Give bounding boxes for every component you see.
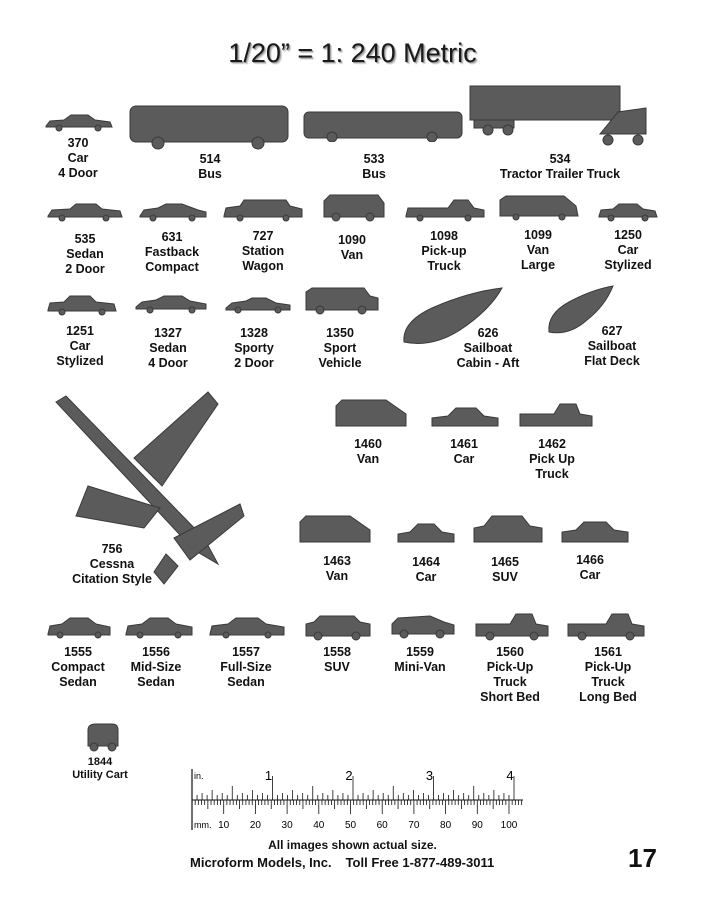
- model-1098-image: [404, 198, 486, 222]
- model-label: 1251 Car Stylized: [56, 324, 104, 368]
- model-label: 1556 Mid-Size Sedan: [130, 645, 182, 689]
- model-label: 1560 Pick-Up Truck Short Bed: [480, 645, 540, 704]
- model-label: 1098 Pick-up Truck: [421, 229, 467, 273]
- model-1090-image: [320, 193, 388, 223]
- model-label: 1463 Van: [323, 554, 351, 583]
- model-label: 1461 Car: [450, 437, 478, 466]
- model-label: 1466 Car: [576, 553, 604, 582]
- model-1251-image: [46, 294, 118, 316]
- company-name: Microform Models, Inc.: [190, 855, 332, 870]
- ruler-mm-label: mm.: [194, 820, 212, 830]
- model-1465-image: [472, 514, 544, 546]
- model-label: 1844 Utility Cart: [72, 756, 128, 781]
- model-1462-image: [518, 402, 594, 430]
- model-label: 627 Sailboat Flat Deck: [584, 324, 640, 368]
- model-370-image: [44, 112, 114, 132]
- model-label: 534 Tractor Trailer Truck: [499, 152, 621, 181]
- model-1558-image: [304, 614, 372, 642]
- model-1099-image: [498, 194, 580, 222]
- model-label: 1559 Mini-Van: [394, 645, 446, 674]
- model-534-image: [468, 84, 664, 156]
- mm-tick-label: 50: [344, 820, 357, 831]
- page-number: 17: [628, 843, 657, 873]
- model-label: 756 Cessna Citation Style: [72, 542, 152, 586]
- mm-tick-label: 20: [249, 820, 261, 831]
- model-label: 1558 SUV: [323, 645, 351, 674]
- model-1466-image: [560, 520, 630, 546]
- model-1555-image: [46, 616, 112, 640]
- model-label: 1464 Car: [412, 555, 440, 584]
- mm-tick-label: 70: [408, 820, 420, 831]
- model-631-image: [138, 202, 208, 222]
- model-label: 727 Station Wagon: [241, 229, 285, 273]
- inch-tick-label: 2: [345, 768, 353, 783]
- model-727-image: [222, 198, 304, 222]
- model-label: 1462 Pick Up Truck: [529, 437, 575, 481]
- model-label: 370 Car 4 Door: [58, 136, 98, 180]
- inch-tick-label: 1: [264, 768, 273, 783]
- measurement-ruler: [190, 767, 525, 832]
- model-1250-image: [597, 202, 659, 222]
- mm-tick-label: 40: [313, 820, 325, 831]
- model-1463-image: [298, 514, 372, 546]
- footer-contact: [190, 855, 494, 870]
- actual-size-note: All images shown actual size.: [268, 838, 437, 852]
- model-label: 1460 Van: [354, 437, 382, 466]
- model-label: 1099 Van Large: [520, 228, 556, 272]
- model-label: 1557 Full-Size Sedan: [220, 645, 272, 689]
- model-label: 533 Bus: [362, 152, 386, 181]
- page-title: 1/20” = 1: 240 Metric: [228, 38, 477, 68]
- model-1844-image: [84, 722, 120, 752]
- model-1559-image: [390, 614, 456, 640]
- ruler-inch-label: in.: [194, 771, 204, 781]
- mm-tick-label: 10: [218, 820, 230, 831]
- inch-tick-label: 3: [425, 768, 434, 783]
- model-533-image: [302, 110, 464, 142]
- model-label: 1561 Pick-Up Truck Long Bed: [579, 645, 637, 704]
- mm-tick-label: 90: [471, 820, 483, 831]
- model-514-image: [128, 104, 290, 150]
- model-label: 514 Bus: [198, 152, 222, 181]
- model-label: 631 Fastback Compact: [144, 230, 200, 274]
- model-1328-image: [224, 296, 292, 314]
- mm-tick-label: 60: [376, 820, 388, 831]
- model-1461-image: [430, 406, 500, 430]
- model-label: 1350 Sport Vehicle: [318, 326, 362, 370]
- model-1350-image: [304, 286, 380, 316]
- model-label: 1555 Compact Sedan: [51, 645, 105, 689]
- model-label: 1327 Sedan 4 Door: [148, 326, 188, 370]
- model-1327-image: [134, 294, 208, 314]
- model-label: 1328 Sporty 2 Door: [234, 326, 274, 370]
- mm-tick-label: 100: [500, 820, 518, 831]
- model-535-image: [46, 202, 124, 222]
- model-1556-image: [124, 616, 194, 640]
- model-1557-image: [208, 616, 286, 640]
- model-1460-image: [334, 398, 408, 430]
- mm-tick-label: 80: [440, 820, 452, 831]
- model-1560-image: [474, 612, 550, 642]
- mm-tick-label: 30: [281, 820, 293, 831]
- model-label: 1090 Van: [338, 233, 366, 262]
- model-label: 1465 SUV: [491, 555, 519, 584]
- phone-number: Toll Free 1-877-489-3011: [345, 855, 495, 870]
- model-1561-image: [566, 612, 646, 642]
- inch-tick-label: 4: [506, 768, 514, 783]
- model-label: 1250 Car Stylized: [604, 228, 652, 272]
- model-label: 535 Sedan 2 Door: [65, 232, 105, 276]
- model-label: 626 Sailboat Cabin - Aft: [456, 326, 520, 370]
- model-1464-image: [396, 522, 456, 546]
